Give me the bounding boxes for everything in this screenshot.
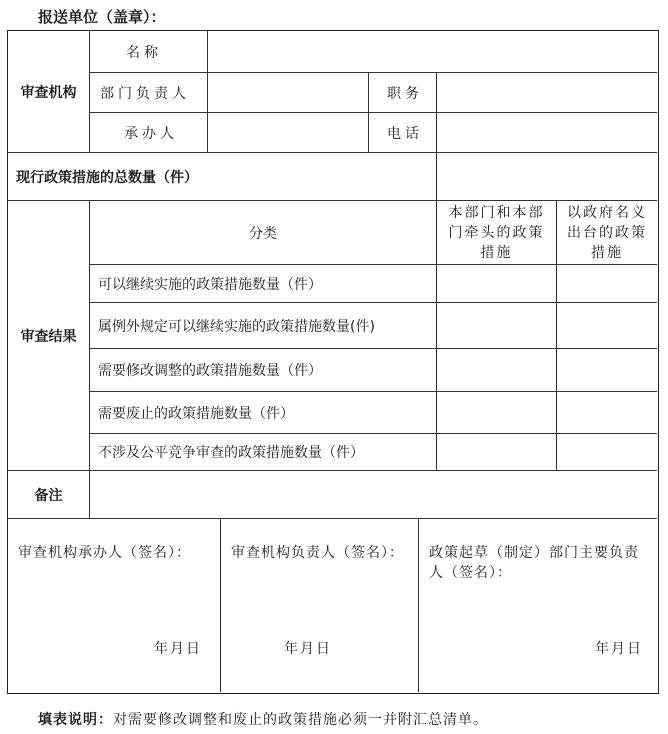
dept-policies-header: 本部门和本部门牵头的政策措施 <box>436 200 556 264</box>
result-cell[interactable] <box>556 302 657 348</box>
head-date-label: 年月日 <box>284 641 332 657</box>
result-cell[interactable] <box>556 264 657 302</box>
remarks-field[interactable] <box>89 470 657 518</box>
head-signature-label: 审查机构负责人（签名）： <box>231 545 404 561</box>
dept-head-signature-label: 政策起草（制定）部门主要负责人（签名）： <box>429 545 639 581</box>
result-row-label: 需要废止的政策措施数量（件） <box>89 391 436 433</box>
dept-head-field[interactable] <box>207 72 368 112</box>
result-cell[interactable] <box>436 391 556 433</box>
result-cell[interactable] <box>436 348 556 391</box>
gov-policies-header: 以政府名义出台的政策措施 <box>556 200 657 264</box>
fill-instructions-title: 填表说明： <box>38 712 113 728</box>
result-cell[interactable] <box>556 433 657 470</box>
review-org-section-label: 审查机构 <box>20 84 77 101</box>
total-policies-field[interactable] <box>436 152 657 200</box>
handler-signature-box[interactable] <box>8 518 220 692</box>
handler-field[interactable] <box>207 112 368 152</box>
head-signature-box[interactable] <box>220 518 418 692</box>
handler-signature-label: 审查机构承办人（签名）： <box>18 545 191 561</box>
result-row-label: 属例外规定可以继续实施的政策措施数量(件) <box>89 302 436 348</box>
handler-date-label: 年月日 <box>154 641 202 657</box>
result-cell[interactable] <box>556 391 657 433</box>
total-policies-label: 现行政策措施的总数量（件） <box>8 152 436 200</box>
handler-label: 承办人 <box>89 112 207 152</box>
result-cell[interactable] <box>436 264 556 302</box>
phone-label: 电话 <box>368 112 436 152</box>
org-name-field[interactable] <box>207 31 657 72</box>
org-name-label: 名称 <box>89 31 207 72</box>
review-form-table <box>7 30 659 694</box>
result-row-label: 需要修改调整的政策措施数量（件） <box>89 348 436 391</box>
result-cell[interactable] <box>436 302 556 348</box>
phone-field[interactable] <box>436 112 657 152</box>
remarks-label: 备注 <box>8 470 89 518</box>
fill-instructions <box>38 709 488 729</box>
reporting-unit-label: 报送单位（盖章）： <box>38 8 166 26</box>
dept-head-signature-box[interactable] <box>418 518 657 692</box>
result-row-label: 不涉及公平竞争审查的政策措施数量（件） <box>89 433 436 470</box>
result-cell[interactable] <box>556 348 657 391</box>
position-label: 职务 <box>368 72 436 112</box>
dept-head-date-label: 年月日 <box>595 641 643 657</box>
result-cell[interactable] <box>436 433 556 470</box>
category-header: 分类 <box>89 200 436 264</box>
fill-instructions-text: 对需要修改调整和废止的政策措施必须一并附汇总清单。 <box>113 712 488 728</box>
result-row-label: 可以继续实施的政策措施数量（件） <box>89 264 436 302</box>
position-field[interactable] <box>436 72 657 112</box>
results-section-label: 审查结果 <box>8 200 89 470</box>
dept-head-label: 部门负责人 <box>89 72 207 112</box>
